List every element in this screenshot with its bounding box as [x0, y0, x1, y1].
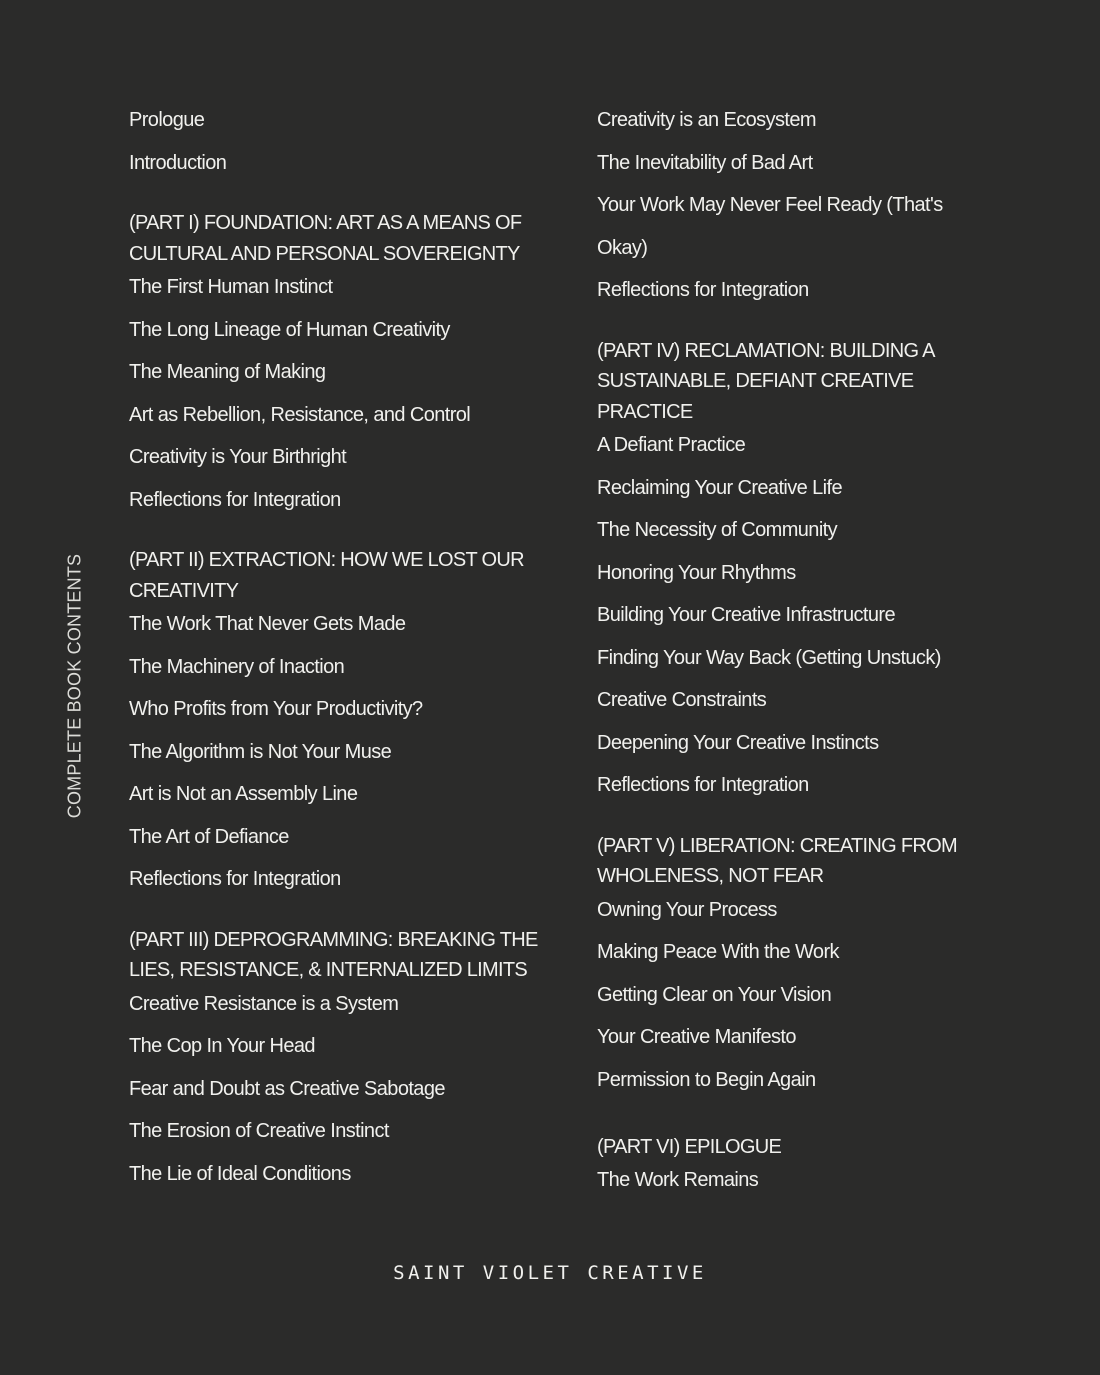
toc-item: Getting Clear on Your Vision: [597, 983, 832, 1006]
toc-item: The Inevitability of Bad Art: [597, 151, 813, 174]
toc-item: The Lie of Ideal Conditions: [129, 1162, 351, 1185]
toc-item: A Defiant Practice: [597, 434, 746, 456]
toc-item: Reflections for Integration: [597, 774, 809, 796]
toc-item: Your Creative Manifesto: [597, 1026, 796, 1048]
toc-item: Reflections for Integration: [129, 488, 341, 511]
toc-item: Reflections for Integration: [597, 279, 809, 301]
part-heading: (PART III) DEPROGRAMMING: BREAKING THE LIES, RESISTANCE, & INTERNALIZED LIMITS: [129, 928, 538, 981]
toc-item: The Cop In Your Head: [129, 1035, 315, 1057]
toc-item: Making Peace With the Work: [597, 941, 839, 963]
toc-item: Reclaiming Your Creative Life: [597, 476, 842, 499]
toc-item: Deepening Your Creative Instincts: [597, 731, 879, 754]
brand-footer: SAINT VIOLET CREATIVE: [393, 1262, 707, 1284]
toc-item: The Work That Never Gets Made: [129, 613, 406, 635]
toc-item: The Meaning of Making: [129, 361, 326, 383]
toc-item: Fear and Doubt as Creative Sabotage: [129, 1077, 445, 1100]
toc-item: Introduction: [129, 151, 227, 174]
toc-item: The Art of Defiance: [129, 825, 289, 848]
side-label: COMPLETE BOOK CONTENTS: [64, 553, 85, 819]
toc-item: Creativity is an Ecosystem: [597, 109, 816, 131]
toc-item: Reflections for Integration: [129, 868, 341, 890]
toc-item: Your Work May Never Feel Ready (That's Okay): [597, 194, 943, 259]
toc-item: Creativity is Your Birthright: [129, 446, 347, 468]
toc-item: The Necessity of Community: [597, 519, 838, 541]
part-heading: (PART IV) RECLAMATION: BUILDING A SUSTAINABLE, DEFIANT CREATIVE PRACTICE: [597, 339, 934, 423]
toc-left-column: [129, 108, 569, 1204]
toc-item: Art is Not an Assembly Line: [129, 783, 358, 805]
toc-item: Creative Resistance is a System: [129, 992, 399, 1015]
toc-item: Owning Your Process: [597, 898, 777, 921]
toc-item: Creative Constraints: [597, 689, 767, 711]
part-heading: (PART I) FOUNDATION: ART AS A MEANS OF CULTURAL AND PERSONAL SOVEREIGNTY: [129, 212, 522, 265]
toc-item: Art as Rebellion, Resistance, and Control: [129, 403, 471, 426]
part-heading: (PART VI) EPILOGUE: [597, 1136, 782, 1158]
toc-item: Prologue: [129, 109, 205, 131]
toc-item: The Long Lineage of Human Creativity: [129, 318, 450, 341]
part-heading: (PART V) LIBERATION: CREATING FROM WHOLENESS, NOT FEAR: [597, 834, 957, 887]
toc-item: The Algorithm is Not Your Muse: [129, 740, 392, 763]
toc-item: Building Your Creative Infrastructure: [597, 604, 895, 626]
toc-item: Permission to Begin Again: [597, 1068, 816, 1091]
toc-item: The Machinery of Inaction: [129, 655, 345, 678]
toc-right-column: [597, 108, 997, 1210]
toc-item: Finding Your Way Back (Getting Unstuck): [597, 646, 941, 669]
toc-item: Honoring Your Rhythms: [597, 561, 796, 584]
toc-item: The Work Remains: [597, 1168, 759, 1191]
toc-item: The Erosion of Creative Instinct: [129, 1120, 389, 1142]
toc-item: The First Human Instinct: [129, 276, 333, 298]
part-heading: (PART II) EXTRACTION: HOW WE LOST OUR CREATIVITY: [129, 549, 524, 602]
toc-item: Who Profits from Your Productivity?: [129, 698, 423, 720]
